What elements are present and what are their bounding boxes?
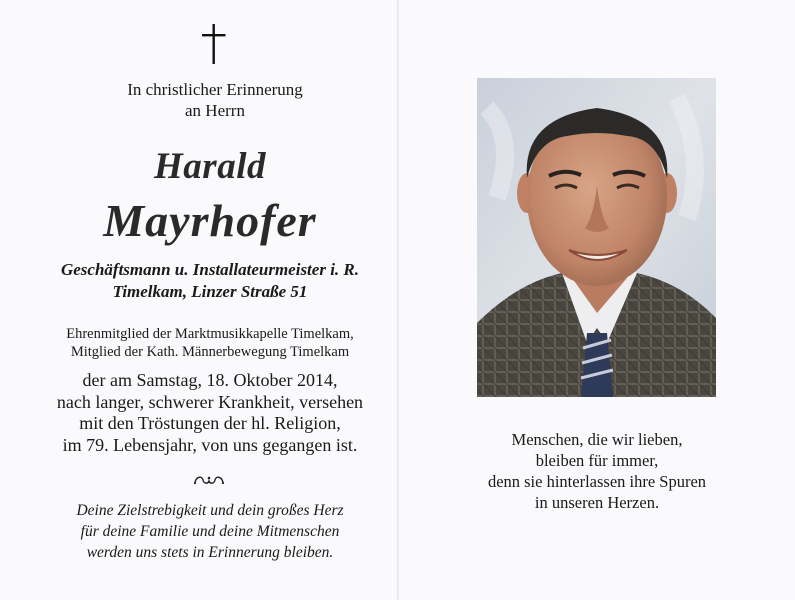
verse-left-line-3: werden uns stets in Erinnerung bleiben. (86, 544, 334, 561)
cross-icon (200, 24, 228, 71)
intro-line-1: In christlicher Erinnerung (127, 80, 303, 99)
deceased-first-name: Harald (154, 146, 266, 187)
left-panel (0, 0, 397, 600)
verse-left (0, 500, 420, 563)
verse-right (399, 429, 795, 513)
membership-line-1: Ehrenmitglied der Marktmusikkapelle Timelkam, (66, 326, 354, 342)
profession-block (0, 259, 420, 303)
death-notice-line-4: im 79. Lebensjahr, von uns gegangen ist. (62, 434, 358, 455)
address-line: Timelkam, Linzer Straße 51 (112, 282, 308, 301)
verse-right-line-3: denn sie hinterlassen ihre Spuren (487, 472, 707, 491)
death-notice-line-1: der am Samstag, 18. Oktober 2014, (82, 370, 338, 390)
verse-right-line-1: Menschen, die wir lieben, (511, 430, 683, 449)
verse-left-line-2: für deine Familie und deine Mitmenschen (80, 523, 340, 540)
portrait-photo (477, 78, 716, 397)
ornament-divider-icon (192, 474, 226, 493)
deceased-last-name: Mayrhofer (103, 195, 317, 246)
memberships-block (0, 325, 420, 361)
right-panel (399, 0, 795, 600)
intro-text (0, 79, 430, 121)
verse-right-line-2: bleiben für immer, (535, 451, 659, 470)
verse-right-line-4: in unseren Herzen. (534, 493, 660, 512)
membership-line-2: Mitglied der Kath. Männerbewegung Timelkam (70, 344, 350, 360)
profession-line: Geschäftsmann u. Installateurmeister i. R. (60, 260, 360, 279)
intro-line-2: an Herrn (185, 101, 245, 120)
death-notice-line-3: mit den Tröstungen der hl. Religion, (79, 413, 341, 433)
verse-left-line-1: Deine Zielstrebigkeit und dein großes Herz (76, 502, 344, 519)
death-notice-line-2: nach langer, schwerer Krankheit, versehen (56, 391, 364, 412)
death-notice (0, 370, 420, 456)
